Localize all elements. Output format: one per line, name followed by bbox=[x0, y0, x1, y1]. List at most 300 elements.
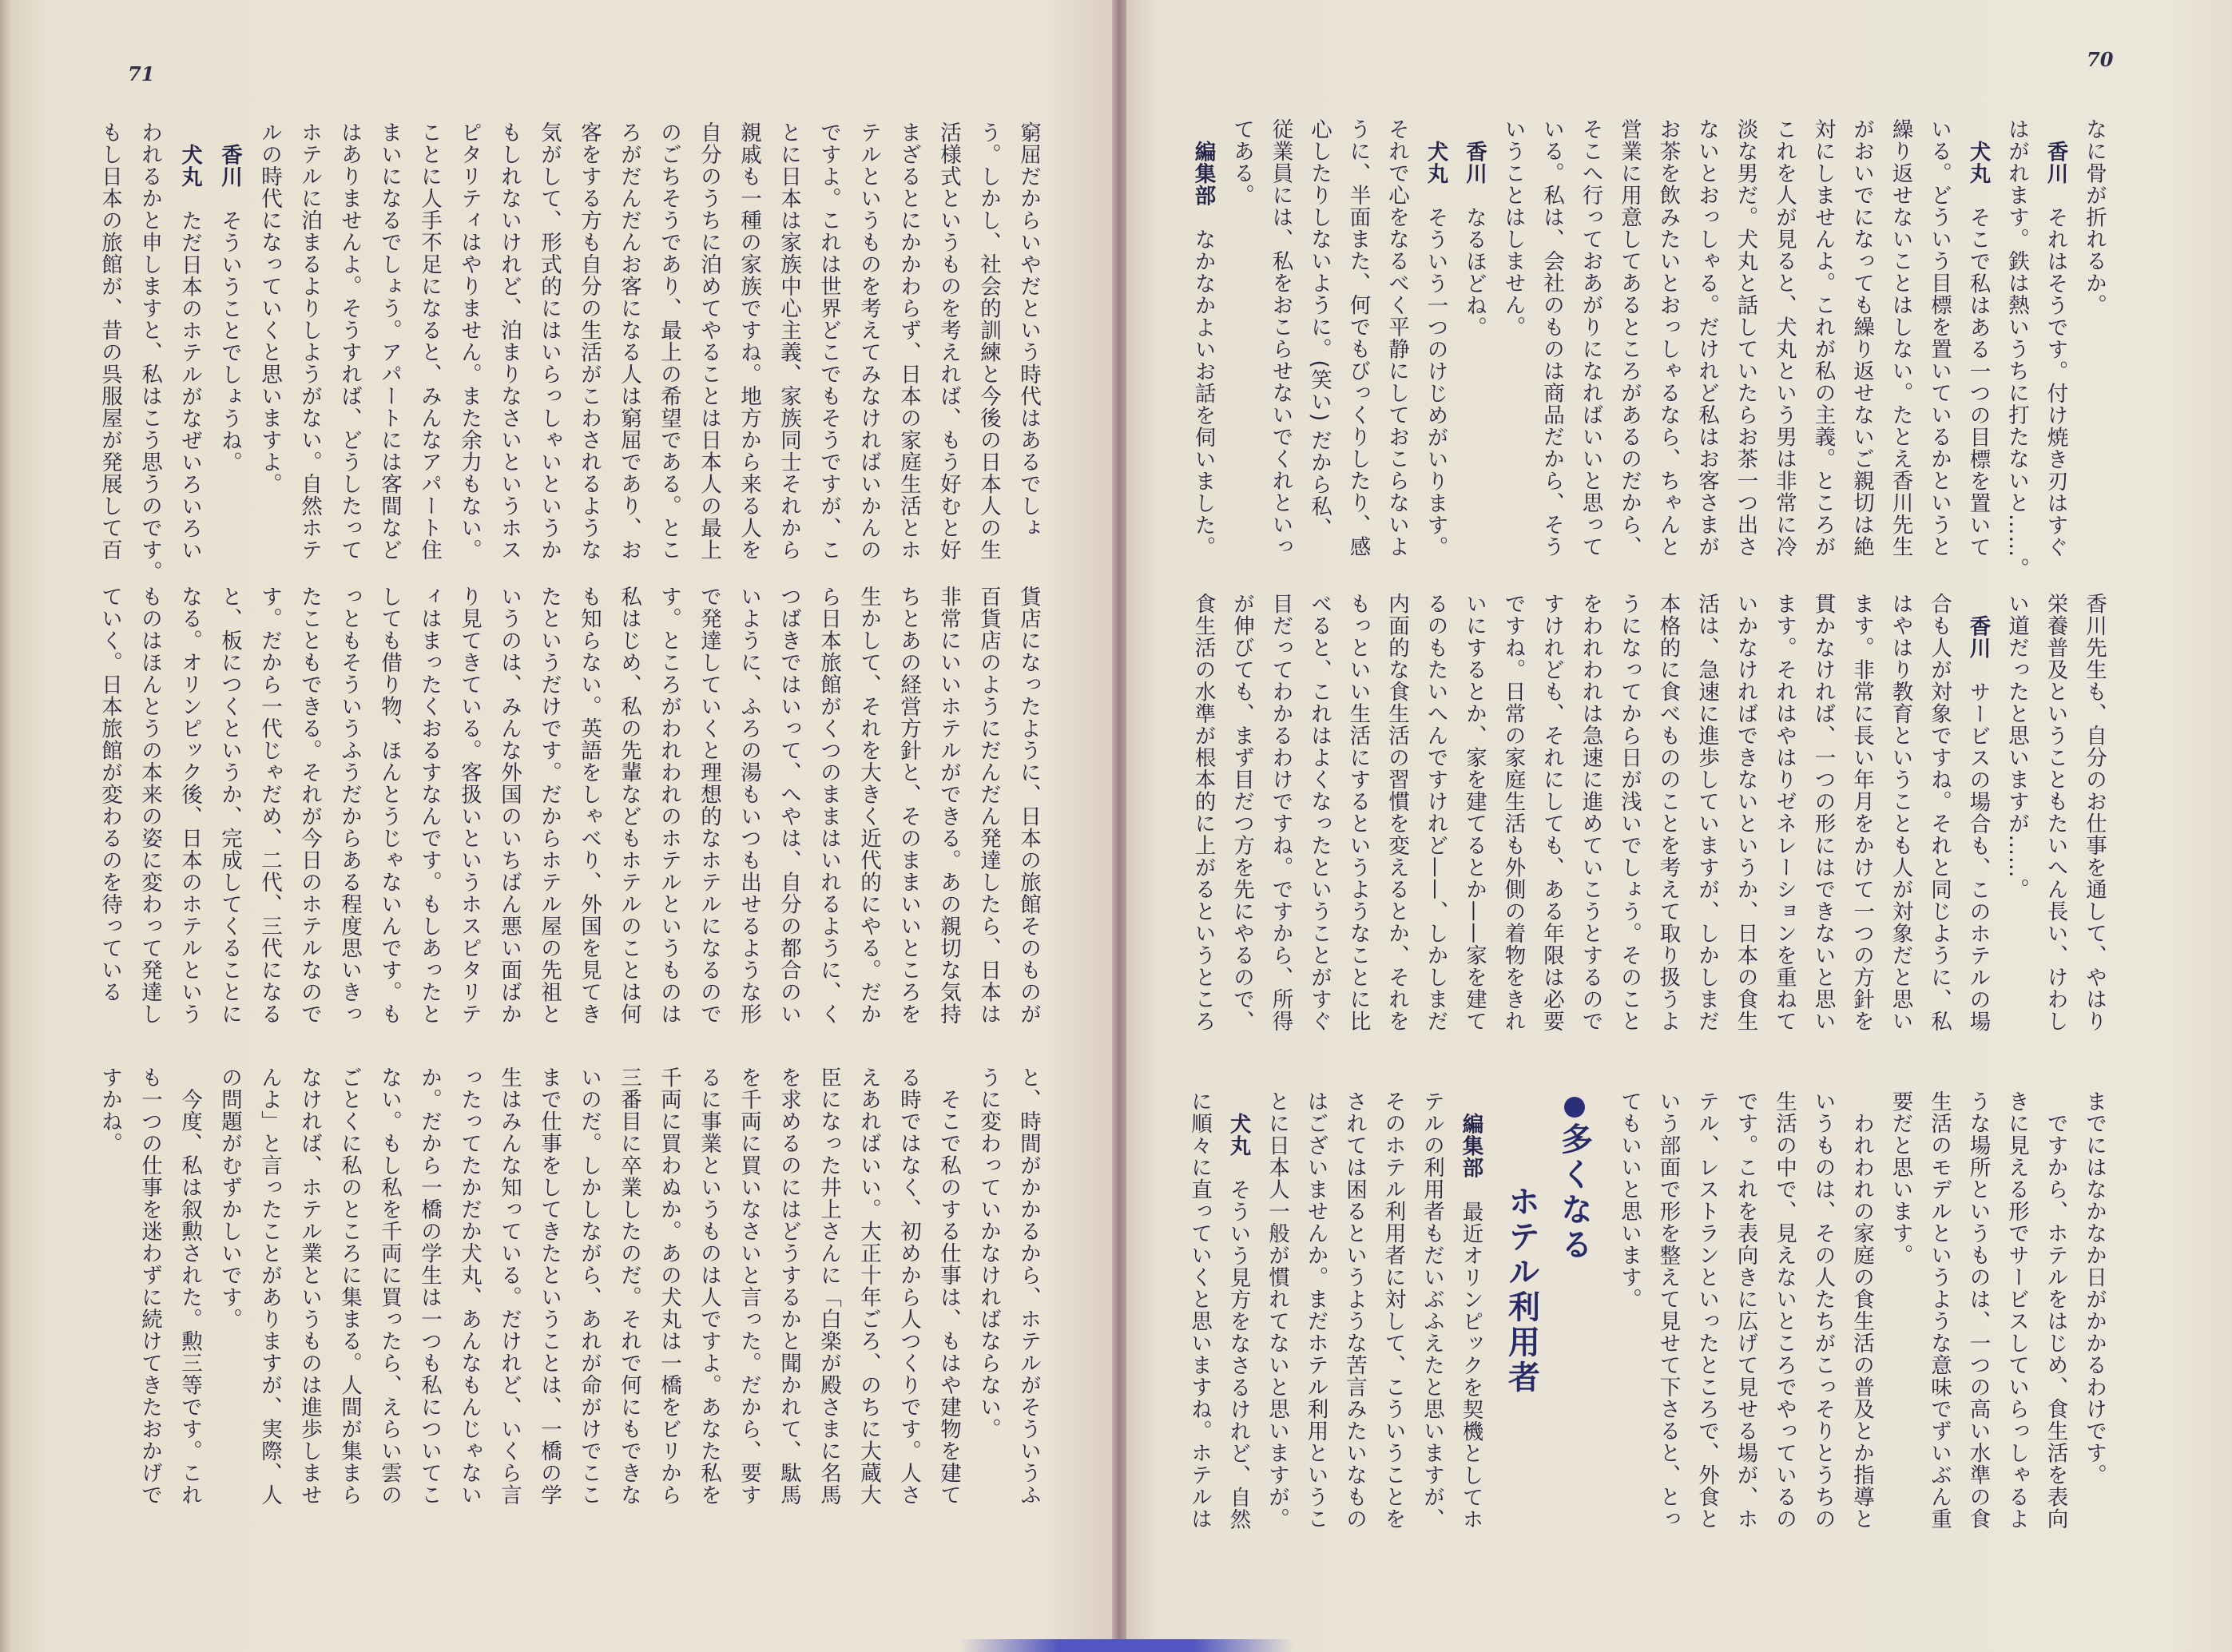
line-text: も知らない。英語をしゃべり、外国を見てき bbox=[577, 586, 602, 1025]
line-text: ない。もし私を千両に買ったら、えらい雲の bbox=[377, 1066, 402, 1506]
text-tier-lower bbox=[1180, 1090, 2114, 1562]
line-text: う。しかし、社会的訓練と今後の日本人の生 bbox=[976, 121, 1001, 561]
line-text: す。ところがわれわれのホテルというものは bbox=[657, 586, 681, 1025]
text-line bbox=[1610, 593, 1649, 1064]
line-text: 貫かなければ、一つの形にはできないと思い bbox=[1810, 593, 1836, 1032]
text-line bbox=[169, 586, 209, 1057]
text-line bbox=[2075, 1090, 2114, 1562]
text-line bbox=[1997, 1090, 2036, 1562]
heading-line bbox=[1554, 1097, 1595, 1263]
text-line bbox=[449, 586, 489, 1057]
line-text: もっといい生活にするというようなことに比 bbox=[1345, 593, 1371, 1032]
text-tier-lower bbox=[89, 1066, 1048, 1538]
line-text: ます。非常に長い年月をかけて一つの方針を bbox=[1849, 593, 1874, 1032]
line-text: そこで私はある一つの目標を置いて bbox=[1965, 206, 1991, 558]
line-text: いにするとか、家を建てるとか——家を建て bbox=[1462, 593, 1487, 1032]
line-text: とに日本人一般が慣れてないと思いますが。 bbox=[1265, 1090, 1289, 1530]
text-line bbox=[289, 121, 329, 593]
line-text: ホテルに泊まるよりしようがない。自然ホテ bbox=[297, 121, 322, 561]
line-text: それで心をなるべく平静にしておこらないよ bbox=[1384, 118, 1409, 558]
text-line bbox=[449, 121, 489, 593]
line-text: 生はみんな知っている。だけれど、いくら言 bbox=[497, 1066, 522, 1506]
text-line bbox=[968, 1066, 1008, 1538]
text-line bbox=[1300, 593, 1339, 1064]
text-tier-middle bbox=[89, 586, 1048, 1057]
text-line bbox=[1881, 593, 1920, 1064]
speaker-name: 香川 bbox=[1965, 614, 1991, 659]
text-line bbox=[449, 1066, 489, 1538]
line-text: うになってから日が浅いでしょう。そのこと bbox=[1617, 593, 1642, 1032]
line-text: 活は、急速に進歩していますが、しかしまだ bbox=[1694, 593, 1719, 1032]
text-line bbox=[848, 121, 888, 593]
line-text: ったってたかだか犬丸、あんなもんじゃない bbox=[457, 1066, 482, 1506]
text-line bbox=[1687, 593, 1726, 1064]
line-text: がおいでになっても繰り返せないご親切は絶 bbox=[1849, 118, 1874, 558]
line-text: まざるとにかかわらず、日本の家庭生活とホ bbox=[896, 121, 921, 561]
line-text: り見てきている。客扱いというホスピタリテ bbox=[457, 586, 482, 1025]
text-line bbox=[1008, 586, 1048, 1057]
line-text: いうのは、みんな外国のいちばん悪い面ばか bbox=[497, 586, 522, 1025]
text-line bbox=[129, 1066, 169, 1538]
dialogue-line bbox=[1183, 118, 1222, 590]
text-line bbox=[848, 586, 888, 1057]
line-text: とに日本は家族中心主義、家族同士それから bbox=[776, 121, 801, 561]
text-line bbox=[928, 121, 968, 593]
text-line bbox=[1335, 1090, 1374, 1562]
text-line bbox=[1008, 121, 1048, 593]
line-text: まで仕事をしてきたということは、一橋の学 bbox=[537, 1066, 562, 1506]
text-line bbox=[1180, 1090, 1219, 1562]
line-text: はありませんよ。そうすれば、どうしたって bbox=[337, 121, 362, 561]
line-text: までにはなかなか日がかかるわけです。 bbox=[2082, 1090, 2107, 1486]
line-text: そういうことでしょうね。 bbox=[217, 209, 242, 473]
line-text: べると、これはよくなったということがすぐ bbox=[1307, 593, 1332, 1032]
line-text: 心したりしないように。(笑い) だから私、 bbox=[1307, 118, 1332, 540]
text-line bbox=[329, 586, 369, 1057]
line-text: 香川先生も、自分のお仕事を通して、やはり bbox=[2082, 593, 2107, 1032]
line-text: る時ではなく、初めから人つくりです。人さ bbox=[896, 1066, 921, 1506]
text-line bbox=[329, 1066, 369, 1538]
text-line bbox=[529, 121, 569, 593]
text-line bbox=[1532, 593, 1571, 1064]
text-line bbox=[89, 586, 129, 1057]
page-number: 71 bbox=[128, 62, 155, 85]
line-text: なければ、ホテル業というものは進歩しませ bbox=[297, 1066, 322, 1506]
text-line bbox=[289, 1066, 329, 1538]
line-text: ピタリティはやりません。また余力もない。 bbox=[457, 121, 482, 561]
line-text: まいになるでしょう。アパートには客間など bbox=[377, 121, 402, 561]
text-line bbox=[249, 121, 289, 593]
line-text: てある。 bbox=[1229, 118, 1254, 206]
text-line bbox=[169, 1066, 209, 1538]
line-text: お茶を飲みたいとおっしゃるなら、ちゃんと bbox=[1655, 118, 1681, 558]
line-text: るのもたいへんですけれど——、しかしまだ bbox=[1423, 593, 1448, 1032]
line-text: 合も人が対象ですね。それと同じように、私 bbox=[1927, 593, 1952, 1032]
text-line bbox=[1338, 593, 1377, 1064]
text-line bbox=[768, 121, 808, 593]
text-line bbox=[1958, 1090, 1997, 1562]
line-text: ですから、ホテルをはじめ、食生活を表向 bbox=[2043, 1090, 2068, 1530]
line-text: きに見える形でサービスしていらっしゃるよ bbox=[2004, 1090, 2029, 1530]
page-70 bbox=[1126, 0, 2232, 1652]
line-text: たこともできる。それが今日のホテルなので bbox=[297, 586, 322, 1025]
line-text: るに事業というものは人ですよ。あなた私を bbox=[697, 1066, 721, 1506]
text-line bbox=[1493, 593, 1532, 1064]
line-text: 内面的な食生活の習慣を変えるとか、それを bbox=[1384, 593, 1409, 1032]
text-tier-upper bbox=[89, 121, 1048, 593]
text-line bbox=[369, 121, 409, 593]
text-line bbox=[1338, 118, 1377, 590]
text-line bbox=[1373, 1090, 1412, 1562]
text-line bbox=[808, 121, 848, 593]
text-line bbox=[609, 121, 649, 593]
line-text: 臣になった井上さんに「白楽が殿さまに名馬 bbox=[816, 1066, 841, 1506]
line-text: 食生活の水準が根本的に上がるというところ bbox=[1190, 593, 1216, 1032]
line-text: すけれども、それにしても、ある年限は必要 bbox=[1539, 593, 1564, 1032]
text-line bbox=[1648, 1090, 1687, 1562]
line-text: 淡な男だ。犬丸と話していたらお茶一つ出さ bbox=[1733, 118, 1758, 558]
text-line bbox=[129, 121, 169, 593]
text-line bbox=[1610, 118, 1649, 590]
line-text: 繰り返せないことはしない。たとえ香川先生 bbox=[1888, 118, 1913, 558]
line-text: 客をする方も自分の生活がこわされるような bbox=[577, 121, 602, 561]
line-text: ごとくに私のところに集まる。人間が集まら bbox=[337, 1066, 362, 1506]
text-line bbox=[569, 1066, 609, 1538]
line-text: いう部面で形を整えて見せて下さると、とっ bbox=[1655, 1090, 1681, 1530]
line-text: 最近オリンピックを契機としてホ bbox=[1458, 1200, 1483, 1530]
text-line bbox=[649, 121, 689, 593]
line-text: ことに人手不足になると、みんなアパート住 bbox=[417, 121, 442, 561]
line-text: 活様式というものを考えれば、もう好むと好 bbox=[936, 121, 961, 561]
heading-text: 多くなる bbox=[1555, 1122, 1593, 1263]
text-line bbox=[1412, 1090, 1452, 1562]
line-text: いうことはしません。 bbox=[1500, 118, 1526, 338]
line-text: そこへ行っておあがりになればいいと思って bbox=[1578, 118, 1603, 558]
line-text: 生活のモデルというような意味でずいぶん重 bbox=[1927, 1090, 1952, 1530]
line-text: えあればいい。大正十年ごろ、のちに大蔵大 bbox=[856, 1066, 881, 1506]
line-text: ら日本旅館がくつのままはいれるように、く bbox=[816, 586, 841, 1025]
line-text: す。だから一代じゃだめ、二代、三代になる bbox=[257, 586, 282, 1025]
line-text: ろがだんだんお客になる人は窮屈であり、お bbox=[617, 121, 641, 561]
text-line bbox=[1842, 118, 1881, 590]
text-line bbox=[1726, 118, 1765, 590]
text-line bbox=[2035, 1090, 2075, 1562]
line-text: はございませんか。まだホテル利用というこ bbox=[1303, 1090, 1328, 1530]
line-text: いのだ。しかしながら、あれが命がけでここ bbox=[577, 1066, 602, 1506]
text-line bbox=[1920, 1090, 1959, 1562]
text-line bbox=[1881, 118, 1920, 590]
background-edge bbox=[959, 1639, 1294, 1652]
text-line bbox=[729, 121, 768, 593]
text-line bbox=[489, 1066, 529, 1538]
text-line bbox=[1765, 118, 1804, 590]
line-text: ていく。日本旅館が変わるのを待っている bbox=[97, 586, 122, 1003]
speaker-name: 犬丸 bbox=[177, 143, 202, 188]
text-line bbox=[1296, 1090, 1335, 1562]
page-71 bbox=[0, 0, 1114, 1652]
line-text: サービスの場合も、このホテルの場 bbox=[1965, 681, 1991, 1032]
line-text: されては困るというような苦言みたいなもの bbox=[1342, 1090, 1367, 1530]
text-line bbox=[729, 586, 768, 1057]
line-text: 本格的に食べもののことを考えて取り扱うよ bbox=[1655, 593, 1681, 1032]
line-text: 目だってわかるわけですね。ですから、所得 bbox=[1268, 593, 1293, 1032]
line-text: と、板につくというか、完成してくることに bbox=[217, 586, 242, 1025]
text-line bbox=[409, 1066, 449, 1538]
line-text: なる。オリンピック後、日本のホテルという bbox=[177, 586, 202, 1025]
text-line bbox=[968, 121, 1008, 593]
text-line bbox=[928, 586, 968, 1057]
dialogue-line bbox=[2035, 118, 2075, 590]
line-text: テルというものを考えてみなければいかんの bbox=[856, 121, 881, 561]
line-text: いように、ふろの湯もいつも出せるような形 bbox=[737, 586, 761, 1025]
text-line bbox=[529, 1066, 569, 1538]
text-line bbox=[1920, 593, 1959, 1064]
text-line bbox=[1765, 1090, 1804, 1562]
line-text: 千両に買わぬか。あの犬丸は一橋をビリから bbox=[657, 1066, 681, 1506]
speaker-name: 犬丸 bbox=[1965, 140, 1991, 185]
line-text: のごちそうであり、最上の希望である。とこ bbox=[657, 121, 681, 561]
line-text: いうものは、その人たちがこっそりとうちの bbox=[1810, 1090, 1836, 1530]
line-text: ないとおっしゃる。だけれど私はお客さまが bbox=[1694, 118, 1719, 558]
line-text: をわれわれは急速に進めていこうとするので bbox=[1578, 593, 1603, 1032]
line-text: いる。私は、会社のものは商品だから、そう bbox=[1539, 118, 1564, 558]
text-line bbox=[1571, 593, 1610, 1064]
line-text: が伸びても、まず目だつ方を先にやるので、 bbox=[1229, 593, 1254, 1032]
text-line bbox=[1455, 593, 1494, 1064]
dialogue-line bbox=[1451, 1090, 1490, 1562]
line-text: 三番目に卒業したのだ。それで何にもできな bbox=[617, 1066, 641, 1506]
line-text: そういう見方をなさるけれど、自然 bbox=[1225, 1178, 1251, 1530]
text-line bbox=[329, 121, 369, 593]
text-line bbox=[2035, 593, 2075, 1064]
line-text: 従業員には、私をおこらせないでくれといっ bbox=[1268, 118, 1293, 558]
line-text: テル、レストランといったところで、外食と bbox=[1694, 1090, 1719, 1530]
text-line bbox=[569, 121, 609, 593]
text-line bbox=[609, 586, 649, 1057]
text-line bbox=[1726, 593, 1765, 1064]
text-line bbox=[1997, 593, 2036, 1064]
line-text: もしれないけれど、泊まりなさいというホス bbox=[497, 121, 522, 561]
line-text: 自分のうちに泊めてやることは日本人の最上 bbox=[697, 121, 721, 561]
text-line bbox=[2075, 593, 2114, 1064]
line-text: うに、半面また、何でもびっくりしたり、感 bbox=[1345, 118, 1371, 558]
line-text: ものはほんとうの本来の姿に変わって発達し bbox=[137, 586, 162, 1025]
text-line bbox=[209, 586, 249, 1057]
text-line bbox=[1765, 593, 1804, 1064]
line-text: テルの利用者もだいぶふえたと思いますが、 bbox=[1420, 1090, 1444, 1530]
line-text: それはそうです。付け焼き刃はすぐ bbox=[2043, 206, 2068, 558]
line-text: たというだけです。だからホテル屋の先祖と bbox=[537, 586, 562, 1025]
heading-text: ホテル利用者 bbox=[1503, 1185, 1540, 1396]
text-line bbox=[89, 1066, 129, 1538]
line-text: ですよ。これは世界どこでもそうですが、こ bbox=[816, 121, 841, 561]
line-text: っともそういうふうだからある程度思いきっ bbox=[337, 586, 362, 1025]
text-tier-upper bbox=[1183, 118, 2113, 590]
text-line bbox=[1842, 593, 1881, 1064]
text-line bbox=[768, 586, 808, 1057]
line-text: 生活の中で、見えないところでやっているの bbox=[1772, 1090, 1797, 1530]
text-line bbox=[848, 1066, 888, 1538]
line-text: ただ日本のホテルがなぜいろいろい bbox=[177, 209, 202, 561]
text-line bbox=[968, 586, 1008, 1057]
text-line bbox=[888, 121, 928, 593]
line-text: はがれます。鉄は熱いうちに打たないと……。 bbox=[2004, 118, 2029, 580]
line-text: ですね。日常の家庭生活も外側の着物をきれ bbox=[1500, 593, 1526, 1032]
text-line bbox=[1261, 118, 1300, 590]
line-text: 百貨店のようにだんだん発達したら、日本は bbox=[976, 586, 1001, 1025]
page-number: 70 bbox=[2087, 48, 2114, 71]
line-text: ちとあの経営方針と、そのままいいところを bbox=[896, 586, 921, 1025]
text-line bbox=[808, 1066, 848, 1538]
text-line bbox=[1183, 593, 1222, 1064]
line-text: はやはり教育ということも人が対象だと思い bbox=[1888, 593, 1913, 1032]
text-line bbox=[1920, 118, 1959, 590]
line-text: これを人が見ると、犬丸という男は非常に冷 bbox=[1772, 118, 1797, 558]
text-line bbox=[888, 1066, 928, 1538]
text-line bbox=[1803, 118, 1842, 590]
line-text: そういう一つのけじめがいります。 bbox=[1423, 206, 1448, 558]
text-line bbox=[1257, 1090, 1297, 1562]
dialogue-line bbox=[1455, 118, 1494, 590]
text-line bbox=[1842, 1090, 1881, 1562]
text-line bbox=[689, 1066, 729, 1538]
text-line bbox=[649, 1066, 689, 1538]
speaker-name: 編集部 bbox=[1458, 1112, 1483, 1178]
line-text: い道だったと思いますが……。 bbox=[2004, 593, 2029, 900]
line-text: 親戚も一種の家族ですね。地方から来る人を bbox=[737, 121, 761, 561]
line-text: 生かして、それを大きく近代的にやる。だか bbox=[856, 586, 881, 1025]
text-line bbox=[888, 586, 928, 1057]
text-line bbox=[689, 586, 729, 1057]
text-line bbox=[1687, 1090, 1726, 1562]
text-line bbox=[409, 121, 449, 593]
line-text: の問題がむずかしいです。 bbox=[217, 1066, 242, 1330]
text-line bbox=[768, 1066, 808, 1538]
dialogue-line bbox=[1416, 118, 1455, 590]
line-text: です。これを表向きに広げて見せる場が、ホ bbox=[1733, 1090, 1758, 1530]
line-text: んよ」と言ったことがありますが、実際、人 bbox=[257, 1066, 282, 1506]
line-text: を求めるのにはどうするかと聞かれて、駄馬 bbox=[776, 1066, 801, 1506]
line-text: 非常にいいホテルができる。あの親切な気持 bbox=[936, 586, 961, 1025]
text-line bbox=[489, 121, 529, 593]
line-text: われるかと申しますと、私はこう思うのです。 bbox=[137, 121, 162, 583]
text-line bbox=[1803, 593, 1842, 1064]
text-line bbox=[2075, 118, 2114, 590]
bullet-icon bbox=[1564, 1097, 1585, 1118]
text-line bbox=[1726, 1090, 1765, 1562]
line-text: か。だから一橋の学生は一つも私についてこ bbox=[417, 1066, 442, 1506]
text-line bbox=[1648, 118, 1687, 590]
section-heading bbox=[1490, 1090, 1610, 1562]
line-text: うな場所というものは、一つの高い水準の食 bbox=[1965, 1090, 1991, 1530]
line-text: 対にしませんよ。これが私の主義。ところが bbox=[1810, 118, 1836, 558]
line-text: そこで私のする仕事は、もはや建物を建て bbox=[936, 1066, 961, 1506]
text-line bbox=[1610, 1090, 1649, 1562]
text-line bbox=[1222, 593, 1261, 1064]
line-text: も一つの仕事を迷わずに続けてきたおかげで bbox=[137, 1066, 162, 1506]
text-line bbox=[609, 1066, 649, 1538]
text-line bbox=[289, 586, 329, 1057]
line-text: すかね。 bbox=[97, 1066, 122, 1154]
text-line bbox=[1997, 118, 2036, 590]
line-text: なに骨が折れるか。 bbox=[2082, 118, 2107, 316]
line-text: いかなければできないというか、日本の食生 bbox=[1733, 593, 1758, 1032]
text-line bbox=[1377, 593, 1416, 1064]
text-line bbox=[569, 586, 609, 1057]
text-line bbox=[249, 1066, 289, 1538]
text-line bbox=[928, 1066, 968, 1538]
line-text: に順々に直っていくと思いますね。ホテルは bbox=[1187, 1090, 1212, 1530]
text-line bbox=[1571, 118, 1610, 590]
line-text: なるほどね。 bbox=[1462, 206, 1487, 338]
line-text: うに変わっていかなければならない。 bbox=[976, 1066, 1001, 1440]
dialogue-line bbox=[1218, 1090, 1257, 1562]
line-text: ます。それはやはりゼネレーションを重ねて bbox=[1772, 593, 1797, 1032]
line-text: で発達していくと理想的なホテルになるので bbox=[697, 586, 721, 1025]
line-text: てもいいと思います。 bbox=[1617, 1090, 1642, 1310]
speaker-name: 編集部 bbox=[1190, 140, 1216, 206]
line-text: 貨店になったように、日本の旅館そのものが bbox=[1016, 586, 1041, 1025]
line-text: 私はじめ、私の先輩などもホテルのことは何 bbox=[617, 586, 641, 1025]
text-line bbox=[369, 586, 409, 1057]
speaker-name: 香川 bbox=[1462, 140, 1487, 185]
dialogue-line bbox=[169, 121, 209, 593]
line-text: もし日本の旅館が、昔の呉服屋が発展して百 bbox=[97, 121, 122, 561]
text-line bbox=[489, 586, 529, 1057]
speaker-name: 香川 bbox=[217, 143, 242, 188]
text-line bbox=[1881, 1090, 1920, 1562]
text-line bbox=[808, 586, 848, 1057]
speaker-name: 香川 bbox=[2043, 140, 2068, 185]
text-line bbox=[689, 121, 729, 593]
text-line bbox=[1377, 118, 1416, 590]
line-text: つばきではいって、へやは、自分の都合のい bbox=[776, 586, 801, 1025]
text-line bbox=[649, 586, 689, 1057]
line-text: 気がして、形式的にはいらっしゃいというか bbox=[537, 121, 562, 561]
line-text: ィはまったくおるすなんです。もしあったと bbox=[417, 586, 442, 1025]
text-line bbox=[369, 1066, 409, 1538]
line-text: ルの時代になっていくと思いますよ。 bbox=[257, 121, 282, 495]
text-line bbox=[1416, 593, 1455, 1064]
line-text: 栄養普及ということもたいへん長い、けわし bbox=[2043, 593, 2068, 1032]
text-line bbox=[1008, 1066, 1048, 1538]
text-line bbox=[89, 121, 129, 593]
speaker-name: 犬丸 bbox=[1423, 140, 1448, 185]
line-text: 窮屈だからいやだという時代はあるでしょ bbox=[1016, 121, 1041, 539]
text-line bbox=[1261, 593, 1300, 1064]
speaker-name: 犬丸 bbox=[1225, 1112, 1251, 1157]
text-tier-middle bbox=[1183, 593, 2113, 1064]
line-text: 営業に用意してあるところがあるのだから、 bbox=[1617, 118, 1642, 558]
line-text: と、時間がかかるから、ホテルがそういうふ bbox=[1016, 1066, 1041, 1506]
text-line bbox=[1803, 1090, 1842, 1562]
text-line bbox=[1493, 118, 1532, 590]
dialogue-line bbox=[209, 121, 249, 593]
line-text: を千両に買いなさいと言った。だから、要す bbox=[737, 1066, 761, 1506]
text-line bbox=[1648, 593, 1687, 1064]
text-line bbox=[129, 586, 169, 1057]
line-text: いる。どういう目標を置いているかというと bbox=[1927, 118, 1952, 558]
line-text: なかなかよいお話を伺いました。 bbox=[1190, 228, 1216, 558]
text-line bbox=[1300, 118, 1339, 590]
line-text: われわれの家庭の食生活の普及とか指導と bbox=[1849, 1090, 1874, 1530]
text-line bbox=[1532, 118, 1571, 590]
book-gutter bbox=[1112, 0, 1126, 1652]
text-line bbox=[1687, 118, 1726, 590]
dialogue-line bbox=[1958, 118, 1997, 590]
line-text: しても借り物、ほんとうじゃないんです。も bbox=[377, 586, 402, 1025]
text-line bbox=[209, 1066, 249, 1538]
